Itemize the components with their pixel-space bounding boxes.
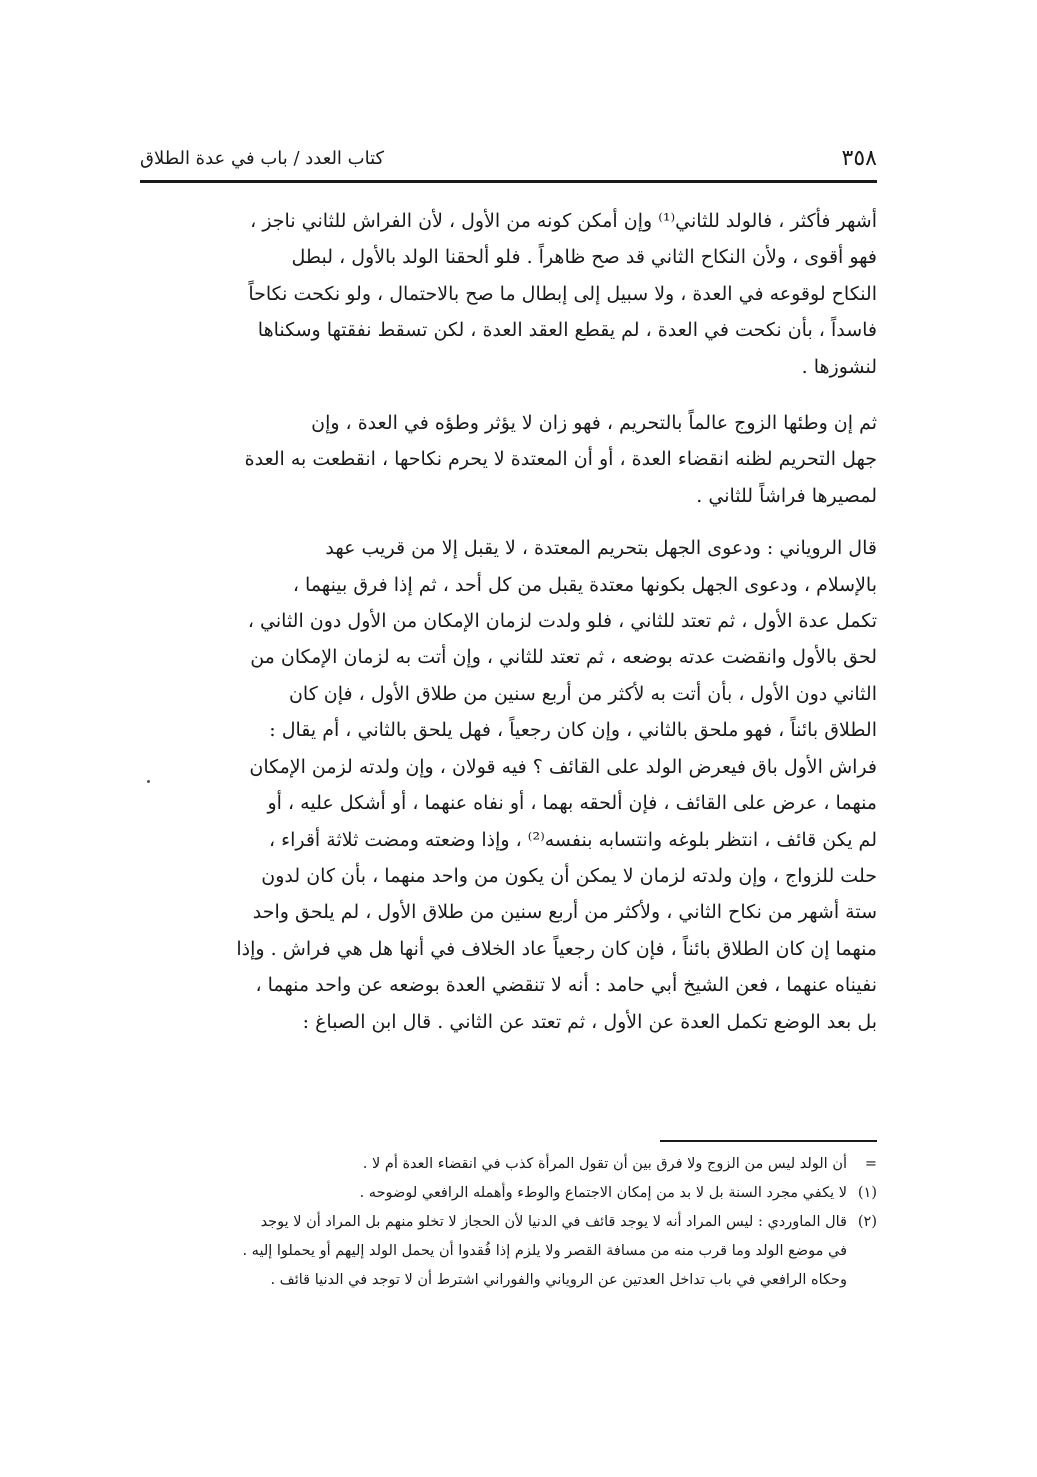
paragraph-2 <box>160 405 877 514</box>
text-line: لحق بالأول وانقضت عدته بوضعه ، ثم تعتد للثاني ، وإن أتت به لزمان الإمكان من <box>250 646 877 669</box>
footnote-text: لا يكفي مجرد السنة بل لا بد من إمكان الاجتماع والوطء وأهمله الرافعي لوضوحه . <box>359 1185 847 1201</box>
page-number: ٣٥٨ <box>841 146 877 171</box>
text-line: حلت للزواج ، وإن ولدته لزمان لا يمكن أن يكون من واحد منهما ، بأن كان لدون <box>261 864 877 887</box>
text-line: فهو أقوى ، ولأن النكاح الثاني قد صح ظاهراً . فلو ألحقنا الولد بالأول ، لبطل <box>291 246 877 269</box>
text-line: منهما ، عرض على القائف ، فإن ألحقه بهما ، أو نفاه عنهما ، أو أشكل عليه ، أو <box>267 792 877 815</box>
paragraph-gap <box>160 514 877 530</box>
footnotes <box>160 1150 877 1295</box>
text-line: الثاني دون الأول ، بأن أتت به لأكثر من أربع سنين من طلاق الأول ، فإن كان <box>288 682 877 705</box>
text-line: لم يكن قائف ، انتظر بلوغه وانتسابه بنفسه⁽²⁾ ، وإذا وضعته ومضت ثلاثة أقراء ، <box>268 828 877 851</box>
footnote-marker: (١) <box>857 1185 877 1201</box>
paragraph-3 <box>160 530 877 1040</box>
text-line: قال الروياني : ودعوى الجهل بتحريم المعتدة ، لا يقبل إلا من قريب عهد <box>325 537 877 560</box>
text-line: ستة أشهر من نكاح الثاني ، ولأكثر من أربع سنين من طلاق الأول ، لم يلحق واحد <box>252 901 877 924</box>
text-line: بالإسلام ، ودعوى الجهل بكونها معتدة يقبل من كل أحد ، ثم إذا فرق بينهما ، <box>292 573 877 596</box>
footnote-text: أن الولد ليس من الزوج ولا فرق بين أن تقول المرأة كذب في انقضاء العدة أم لا . <box>362 1156 847 1172</box>
text-line: الطلاق بائناً ، فهو ملحق بالثاني ، وإن كان رجعياً ، فهل يلحق بالثاني ، أم يقال : <box>269 719 877 742</box>
text-line: فراش الأول باق فيعرض الولد على القائف ؟ فيه قولان ، وإن ولدته لزمن الإمكان <box>249 755 877 778</box>
paragraph-gap <box>160 385 877 405</box>
text-line: لنشوزها . <box>801 355 877 378</box>
text-line: ثم إن وطئها الزوج عالماً بالتحريم ، فهو زان لا يؤثر وطؤه في العدة ، وإن <box>311 412 877 435</box>
main-text <box>160 203 877 1040</box>
paragraph-1 <box>160 203 877 385</box>
footnote-2-line-3: وحكاه الرافعي في باب تداخل العدتين عن الروياني والفوراني اشترط أن لا توجد في الدنيا قائف . <box>270 1272 847 1288</box>
footnote-2-line-2: في موضع الولد وما قرب منه من مسافة القصر ولا يلزم إذا فُقدوا أن يحمل الولد إليهم أو يحملوا إليه . <box>242 1243 847 1259</box>
text-line: فاسداً ، بأن نكحت في العدة ، لم يقطع العقد العدة ، لكن تسقط نفقتها وسكناها <box>257 319 877 342</box>
text-line: لمصيرها فراشاً للثاني . <box>696 484 877 507</box>
footnote-marker: (٢) <box>857 1214 877 1230</box>
footnote-text: قال الماوردي : ليس المراد أنه لا يوجد قائف في الدنيا لأن الحجاز لا تخلو منهم بل المراد أن لا يوجد <box>260 1214 847 1230</box>
page-header <box>140 140 877 180</box>
text-line: نفيناه عنهما ، فعن الشيخ أبي حامد : أنه لا تنقضي العدة بوضعه عن واحد منهما ، <box>255 974 877 997</box>
header-rule <box>140 180 877 183</box>
footnote-1 <box>160 1179 877 1208</box>
footnote-2 <box>160 1208 877 1237</box>
margin-mark <box>147 780 150 783</box>
footnote-rule <box>660 1140 877 1142</box>
footnote-marker: = <box>864 1156 877 1172</box>
running-title: كتاب العدد / باب في عدة الطلاق <box>140 148 385 169</box>
text-line: منهما إن كان الطلاق بائناً ، فإن كان رجعياً عاد الخلاف في أنها هل هي فراش . وإذا <box>236 937 877 960</box>
text-line: النكاح لوقوعه في العدة ، ولا سبيل إلى إبطال ما صح بالاحتمال ، ولو نكحت نكاحاً <box>248 282 877 305</box>
text-line: جهل التحريم لظنه انقضاء العدة ، أو أن المعتدة لا يحرم نكاحها ، انقطعت به العدة <box>244 448 877 471</box>
text-line: بل بعد الوضع تكمل العدة عن الأول ، ثم تعتد عن الثاني . قال ابن الصباغ : <box>302 1010 877 1033</box>
text-line: تكمل عدة الأول ، ثم تعتد للثاني ، فلو ولدت لزمان الإمكان من الأول دون الثاني ، <box>247 610 877 633</box>
text-line: أشهر فأكثر ، فالولد للثاني⁽¹⁾ وإن أمكن كونه من الأول ، لأن الفراش للثاني ناجز ، <box>250 210 877 232</box>
footnote-continuation <box>160 1150 877 1179</box>
